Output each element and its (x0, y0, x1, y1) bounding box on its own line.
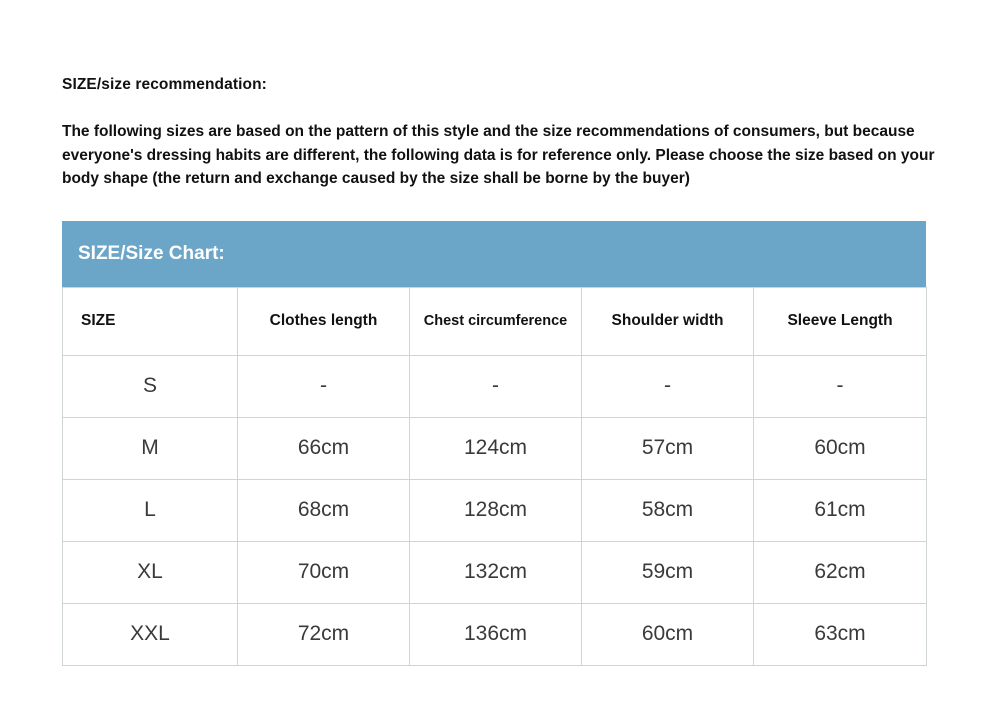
cell-chest: 128cm (410, 479, 582, 541)
cell-shoulder: - (582, 355, 754, 417)
cell-chest: 136cm (410, 603, 582, 665)
column-header-sleeve-length: Sleeve Length (754, 287, 927, 355)
table-row (63, 541, 927, 603)
cell-shoulder: 57cm (582, 417, 754, 479)
table-body (63, 355, 927, 665)
table-row (63, 355, 927, 417)
cell-size: S (63, 355, 238, 417)
size-table (62, 287, 927, 666)
cell-shoulder: 58cm (582, 479, 754, 541)
cell-chest: - (410, 355, 582, 417)
cell-size: L (63, 479, 238, 541)
size-chart-header: SIZE/Size Chart: (62, 221, 926, 287)
cell-size: XXL (63, 603, 238, 665)
column-header-size: SIZE (63, 287, 238, 355)
size-chart (62, 221, 926, 666)
cell-sleeve: 63cm (754, 603, 927, 665)
table-header-row (63, 287, 927, 355)
intro-paragraph: The following sizes are based on the pattern of this style and the size recommendations of consumers, but because everyone's dressing habits are different, the following data is for reference only. Please choose the size based on your body shape (the return and exchange caused by the size shall be borne by the buyer) (62, 123, 935, 188)
cell-clothes-length: 66cm (238, 417, 410, 479)
cell-size: XL (63, 541, 238, 603)
cell-sleeve: - (754, 355, 927, 417)
cell-chest: 124cm (410, 417, 582, 479)
cell-sleeve: 61cm (754, 479, 927, 541)
cell-chest: 132cm (410, 541, 582, 603)
cell-clothes-length: - (238, 355, 410, 417)
column-header-shoulder-width: Shoulder width (582, 287, 754, 355)
column-header-clothes-length: Clothes length (238, 287, 410, 355)
cell-sleeve: 62cm (754, 541, 927, 603)
table-header (63, 287, 927, 355)
cell-sleeve: 60cm (754, 417, 927, 479)
cell-clothes-length: 72cm (238, 603, 410, 665)
cell-shoulder: 60cm (582, 603, 754, 665)
column-header-chest-circumference: Chest circumference (410, 287, 582, 355)
page-title: SIZE/size recommendation: (62, 76, 267, 93)
cell-size: M (63, 417, 238, 479)
table-row (63, 603, 927, 665)
table-row (63, 417, 927, 479)
cell-clothes-length: 70cm (238, 541, 410, 603)
table-row (63, 479, 927, 541)
cell-clothes-length: 68cm (238, 479, 410, 541)
cell-shoulder: 59cm (582, 541, 754, 603)
